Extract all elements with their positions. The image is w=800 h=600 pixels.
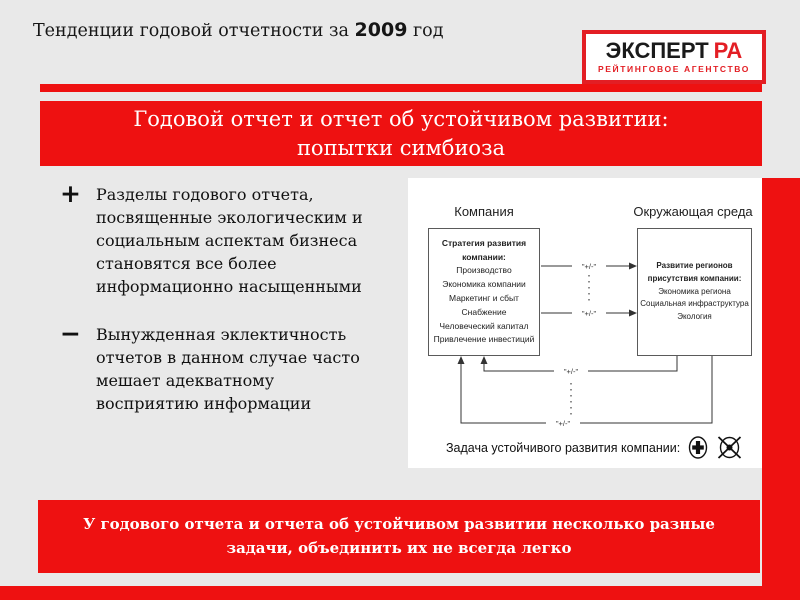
bullet-positive-text: Разделы годового отчета, посвященные экологическим и социальным аспектам бизнеса становятся все более информационно насыщенными [96,185,363,296]
regions-development-item: Социальная инфраструктура [640,299,749,309]
link-label: "+/-" [546,419,580,429]
company-strategy-item: Экономика компании [442,279,526,290]
plus-circle-icon [687,435,709,460]
footer-banner-text: У годового отчета и отчета об устойчивом развитии несколько разные задачи, объединить их не всегда легко [83,515,715,557]
regions-development-item: Экология [677,312,712,322]
link-label: "+/-" [572,262,606,272]
company-strategy-item: Привлечение инвестиций [433,334,535,345]
company-strategy-item: Человеческий капитал [439,320,529,331]
regions-development-item: Экономика региона [658,286,731,296]
link-label: "+/-" [554,367,588,377]
logo-expert-text: ЭКСПЕРТ [605,38,709,64]
headline-banner-text: Годовой отчет и отчет об устойчивом развитии: попытки симбиоза [133,106,669,160]
company-header: Компания [454,204,514,219]
right-red-bar [762,178,800,600]
logo-ra-text: РА [713,38,743,64]
minus-marker-icon: − [60,319,81,349]
regions-development-title: Развитие регионов присутствия компании: [647,260,742,283]
bullet-negative [60,319,390,416]
company-strategy-item: Маркетинг и сбыт [449,293,519,303]
environment-header: Окружающая среда [633,204,753,219]
logo-wordmark [606,40,743,62]
slide-title-suffix: год [407,21,444,41]
slide-title [33,19,443,41]
link-label: "+/-" [572,309,606,319]
crossed-out-circle-icon [716,435,743,460]
company-strategy-title: Стратегия развития компании: [441,237,527,262]
expert-ra-logo [582,30,766,84]
company-strategy-box [428,228,540,356]
slide-title-year: 2009 [354,19,408,41]
logo-subtitle: РЕЙТИНГОВОЕ АГЕНТСТВО [598,64,750,75]
company-strategy-item: Снабжение [461,306,507,317]
footer-banner [38,500,760,573]
diagram-panel [408,178,762,468]
headline-banner [40,101,762,166]
slide-title-prefix: Тенденции годовой отчетности за [33,21,355,41]
bottom-red-strip [0,586,800,600]
bullet-negative-text: Вынужденная эклектичность отчетов в данном случае часто мешает адекватному восприятию информации [96,325,360,413]
company-strategy-item: Производство [456,265,512,276]
goal-caption-text: Задача устойчивого развития компании: [446,440,681,455]
red-divider-line [40,84,762,92]
bullet-positive [60,179,390,298]
bullet-list [60,179,390,442]
plus-marker-icon: + [60,179,81,208]
regions-development-box [637,228,752,356]
goal-caption-row [446,435,743,460]
